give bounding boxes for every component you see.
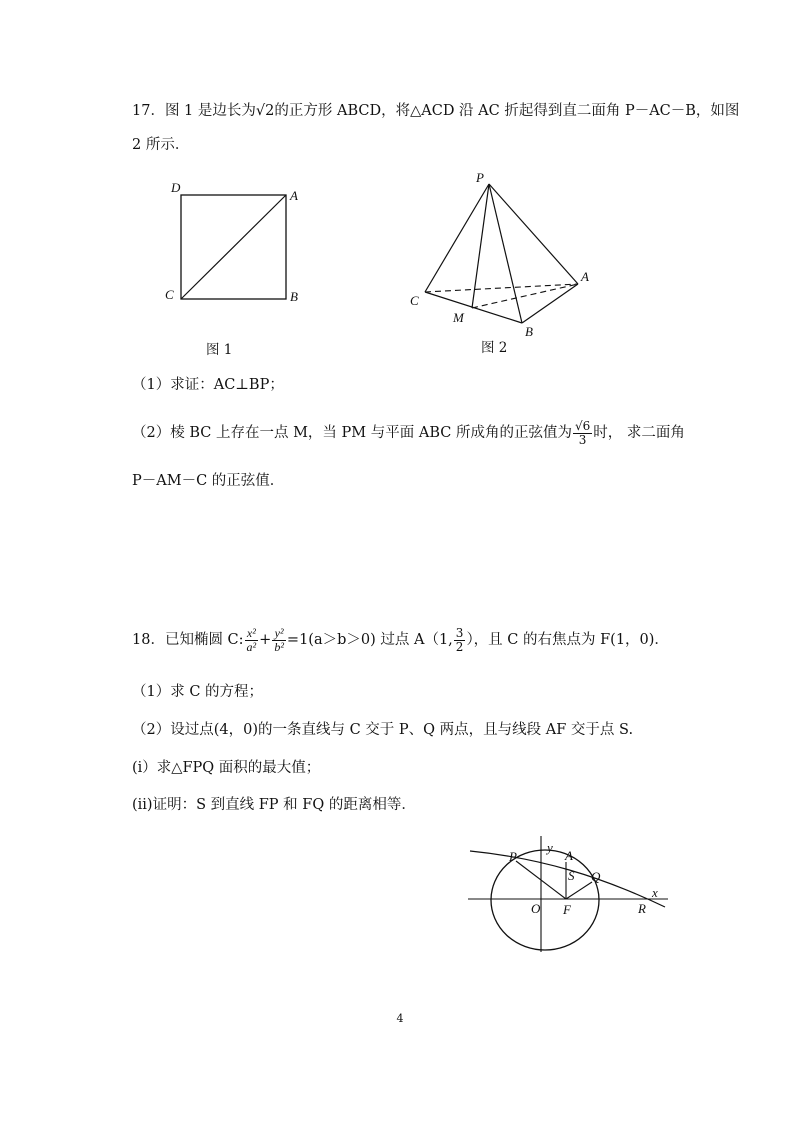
q18-sub-i-text: (i）求△FPQ 面积的最大值； — [132, 760, 321, 776]
fig3-label-S: S — [568, 868, 575, 883]
frac-den: b² — [274, 639, 284, 654]
q18-stem-b: ），且 C 的右焦点为 F(1，0)． — [466, 632, 669, 649]
q18-part1-text: （1）求 C 的方程； — [132, 684, 264, 700]
frac-den: 3 — [578, 432, 587, 447]
fig2-label-C: C — [410, 293, 419, 308]
fig2-label-P: P — [476, 170, 484, 185]
fig3-label-O: O — [531, 901, 541, 916]
q18-eq-rest: =1(a＞b＞0) 过点 A（1, — [286, 632, 453, 649]
q17-part2-b: 时， 求二面角 — [593, 425, 685, 442]
q17-stem-a: 17．图 1 是边长为 — [132, 103, 256, 119]
fig2-label-A: A — [581, 269, 589, 284]
fig3-label-y: y — [547, 840, 553, 855]
q18-part2-text: （2）设过点(4，0)的一条直线与 C 交于 P、Q 两点，且与线段 AF 交于点 S. — [132, 722, 634, 738]
fig3-label-P: P — [509, 849, 517, 864]
q18-stem-a: 18．已知椭圆 C: — [132, 632, 244, 649]
page-number: 4 — [396, 1012, 404, 1025]
fig1-label-D: D — [171, 180, 181, 195]
plus-sign: + — [259, 632, 272, 649]
q17-part2-a: （2）棱 BC 上存在一点 M，当 PM 与平面 ABC 所成角的正弦值为 — [132, 425, 572, 442]
fig3-label-Q: Q — [591, 869, 601, 884]
q17-stem-b: 的正方形 ABCD，将△ACD 沿 AC 折起得到直二面角 P－AC－B，如图 — [274, 103, 740, 119]
q17-part1-text: （1）求证：AC⊥BP； — [132, 377, 284, 393]
frac-den: a² — [246, 639, 257, 654]
frac-num: √6 — [574, 419, 591, 433]
fig1-label-B: B — [290, 289, 298, 304]
sqrt2: √2 — [255, 103, 275, 119]
q17-part2-c: P－AM－C 的正弦值． — [132, 473, 285, 489]
frac-den: 2 — [455, 639, 464, 654]
fig2-label-B: B — [525, 324, 533, 339]
fig1-caption: 图 1 — [206, 342, 233, 358]
fig3-label-A: A — [565, 848, 573, 863]
fig3-label-R: R — [638, 901, 646, 916]
frac-num: 3 — [455, 626, 464, 640]
frac-num: y² — [272, 627, 286, 641]
q17-stem-c: 2 所示． — [132, 137, 190, 153]
fig2-caption: 图 2 — [481, 340, 508, 356]
fig1-label-A: A — [290, 188, 298, 203]
frac-num: x² — [245, 627, 259, 641]
q18-sub-ii-text: (ii)证明：S 到直线 FP 和 FQ 的距离相等． — [132, 797, 416, 813]
fig1-label-C: C — [165, 287, 174, 302]
fig2-label-M: M — [453, 310, 464, 325]
fig3-label-x: x — [652, 885, 658, 900]
fig3-label-F: F — [563, 902, 571, 917]
